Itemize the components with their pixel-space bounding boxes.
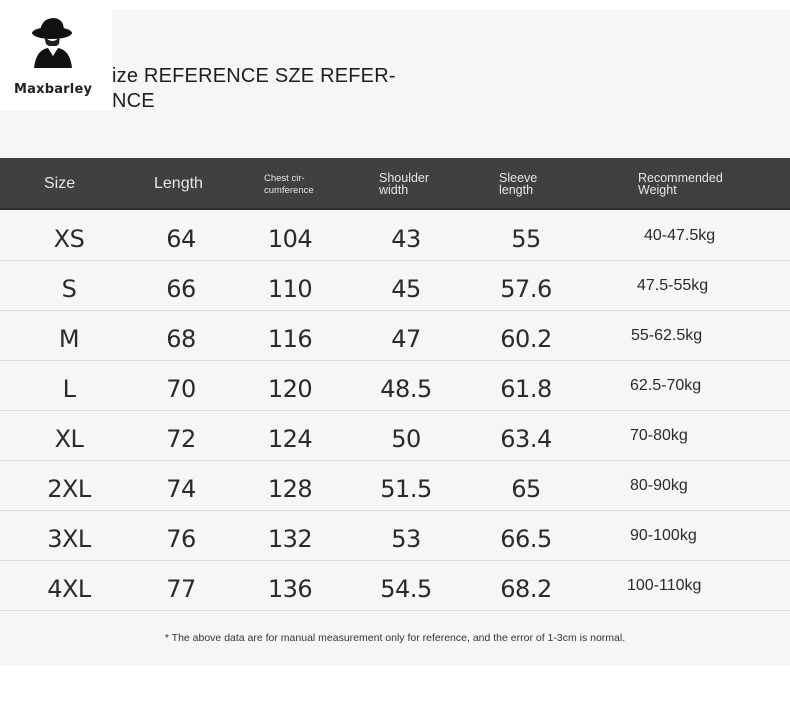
header-sleeve-line-2: length xyxy=(499,183,534,197)
header-shoulder-line-2: width xyxy=(379,183,409,197)
brand-logo xyxy=(0,10,112,110)
size-cell: S xyxy=(61,275,77,303)
header-weight-line-2: Weight xyxy=(638,183,677,197)
header-chest-line-1: Chest cir- xyxy=(264,173,305,184)
page-title xyxy=(112,64,422,114)
header-chest-line-2: cumference xyxy=(264,185,314,196)
weight-cell: 47.5-55kg xyxy=(637,277,709,294)
chest-cell: 116 xyxy=(267,325,313,353)
size-cell: 4XL xyxy=(47,575,91,603)
shoulder-cell: 47 xyxy=(391,325,421,353)
sleeve-cell: 60.2 xyxy=(500,325,552,353)
weight-cell: 80-90kg xyxy=(630,477,688,494)
length-cell: 72 xyxy=(166,425,196,453)
header-chest xyxy=(264,173,314,197)
measurement-note: * The above data are for manual measurement only for reference, and the error of 1-3cm is normal. xyxy=(164,632,626,644)
sleeve-cell: 68.2 xyxy=(500,575,552,603)
sleeve-cell: 57.6 xyxy=(500,275,552,303)
weight-cell: 70-80kg xyxy=(630,427,688,444)
table-row xyxy=(0,510,790,561)
size-cell: L xyxy=(62,375,76,403)
shoulder-cell: 53 xyxy=(391,525,421,553)
sleeve-cell: 66.5 xyxy=(500,525,552,553)
weight-cell: 55-62.5kg xyxy=(631,327,703,344)
length-cell: 76 xyxy=(166,525,196,553)
chest-cell: 128 xyxy=(267,475,313,503)
table-row xyxy=(0,260,790,311)
header-size: Size xyxy=(44,175,76,192)
size-cell: XS xyxy=(53,225,85,253)
header-weight xyxy=(638,172,723,196)
length-cell: 66 xyxy=(166,275,196,303)
table-row xyxy=(0,410,790,461)
sleeve-cell: 63.4 xyxy=(500,425,552,453)
header-shoulder xyxy=(379,172,429,196)
table-header xyxy=(0,158,790,210)
brand-name: Maxbarley xyxy=(14,82,93,97)
shoulder-cell: 45 xyxy=(391,275,421,303)
size-cell: M xyxy=(58,325,80,353)
shoulder-cell: 51.5 xyxy=(380,475,432,503)
length-cell: 64 xyxy=(166,225,196,253)
table-row xyxy=(0,560,790,611)
chest-cell: 104 xyxy=(267,225,313,253)
table-row xyxy=(0,460,790,511)
shoulder-cell: 50 xyxy=(391,425,421,453)
table-row xyxy=(0,360,790,411)
table-row xyxy=(0,310,790,361)
header-shoulder-line-1: Shoulder xyxy=(379,171,430,185)
title-line-1: ize REFERENCE SZE REFER- xyxy=(112,65,396,87)
header-length: Length xyxy=(154,175,203,192)
header-sleeve-line-1: Sleeve xyxy=(499,171,538,185)
chest-cell: 132 xyxy=(267,525,313,553)
chest-cell: 124 xyxy=(267,425,313,453)
weight-cell: 90-100kg xyxy=(630,527,697,544)
sleeve-cell: 65 xyxy=(511,475,541,503)
weight-cell: 100-110kg xyxy=(627,577,702,594)
header-sleeve xyxy=(499,172,537,196)
size-cell: 2XL xyxy=(47,475,91,503)
length-cell: 74 xyxy=(166,475,196,503)
size-cell: 3XL xyxy=(47,525,91,553)
weight-cell: 40-47.5kg xyxy=(644,227,716,244)
header-weight-line-1: Recommended xyxy=(638,171,723,185)
length-cell: 68 xyxy=(166,325,196,353)
chest-cell: 120 xyxy=(267,375,313,403)
length-cell: 70 xyxy=(166,375,196,403)
length-cell: 77 xyxy=(166,575,196,603)
sleeve-cell: 61.8 xyxy=(500,375,552,403)
weight-cell: 62.5-70kg xyxy=(630,377,702,394)
shoulder-cell: 48.5 xyxy=(380,375,432,403)
title-line-2: NCE xyxy=(112,90,155,112)
hat-man-icon xyxy=(26,16,82,78)
chest-cell: 136 xyxy=(267,575,313,603)
shoulder-cell: 54.5 xyxy=(380,575,432,603)
table-row xyxy=(0,210,790,261)
chest-cell: 110 xyxy=(267,275,313,303)
sleeve-cell: 55 xyxy=(511,225,541,253)
size-cell: XL xyxy=(54,425,84,453)
shoulder-cell: 43 xyxy=(391,225,421,253)
